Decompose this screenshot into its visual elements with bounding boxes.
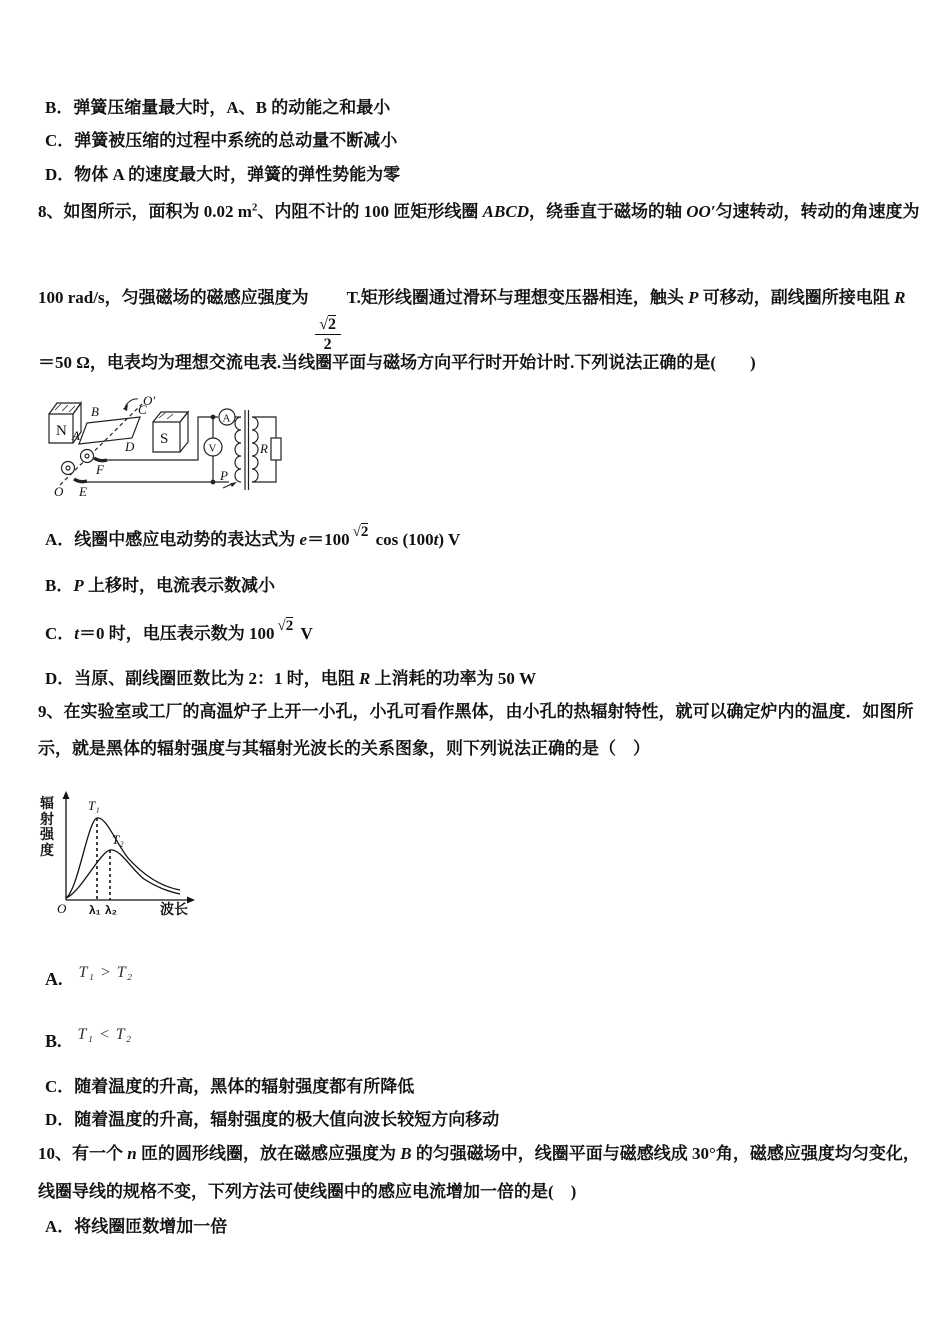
formula-t1-gt-t2: T₁ > T₂ (78, 964, 134, 981)
text-run: 上移时，电流表示数减小 (83, 576, 275, 595)
q8-stem-line-2 (38, 287, 905, 353)
formula-t1-lt-t2: T₁ < T₂ (77, 1026, 133, 1043)
var-r: R (359, 669, 371, 688)
tap-arrowhead (230, 482, 237, 487)
curve-t1-label: T₁ (88, 798, 100, 813)
text-run: T.矩形线圈通过滑环与理想变压器相连，触头 (346, 288, 689, 307)
rotation-arrowhead (123, 404, 128, 411)
text-run: 可移动，副线圈所接电阻 (698, 288, 895, 307)
curve-t2-label: T₂ (112, 832, 124, 847)
label-r: R (260, 441, 268, 456)
magnet-s-hatch (159, 413, 173, 419)
fraction-numerator (319, 316, 336, 334)
label-p: P (220, 468, 228, 483)
curve-t2 (66, 850, 180, 898)
text-run: ，绕垂直于磁场的轴 (528, 202, 687, 221)
sqrt2-superscript (278, 619, 294, 634)
lambda2-tick-label: λ₂ (105, 903, 118, 917)
slip-ring-f (81, 450, 94, 463)
fraction-denominator: 2 (315, 334, 341, 354)
var-t: t (74, 624, 80, 643)
text-run: B． (45, 576, 74, 595)
blackbody-graph-figure (38, 788, 258, 928)
radicand: 2 (360, 524, 369, 540)
fraction-sqrt2-over-2 (315, 316, 341, 353)
text-run: ＝0 时，电压表示数为 100 (79, 624, 275, 643)
label-d: D (125, 439, 135, 454)
curve-t1 (66, 818, 180, 898)
magnet-s-side (180, 412, 188, 452)
junction-dot-bottom (211, 480, 215, 484)
q7-option-d: D．物体 A 的速度最大时，弹簧的弹性势能为零 (45, 165, 401, 184)
option-letter: B. (45, 1031, 62, 1051)
graph-origin-label: O (57, 901, 67, 916)
label-b: B (91, 404, 99, 419)
text-run: 匝的圆形线圈，放在磁感应强度为 (136, 1144, 401, 1163)
label-e: E (79, 484, 87, 499)
transformer-secondary-coil (252, 417, 258, 482)
magnet-n-hatch (55, 404, 75, 412)
graph-x-axis-label: 波长 (160, 901, 188, 917)
wire-secondary-top (252, 417, 276, 438)
var-p: P (73, 576, 84, 595)
text-run: 、内阻不计的 100 匝矩形线圈 (257, 202, 483, 221)
text-run: ) V (438, 530, 461, 549)
circuit-figure (30, 390, 330, 512)
text-run: ＝100 (307, 530, 350, 549)
q10-stem-line-2: 线圈导线的规格不变，下列方法可使线圈中的感应电流增加一倍的是( ) (38, 1182, 577, 1201)
label-f: F (96, 462, 104, 477)
magnet-s-top (153, 412, 188, 422)
slip-ring-e (62, 462, 75, 475)
option-letter: A. (45, 969, 63, 989)
radical-sign: √ (352, 524, 361, 540)
q10-option-a: A．将线圈匝数增加一倍 (45, 1217, 228, 1236)
var-e: e (299, 530, 308, 549)
q8-option-c (45, 618, 313, 645)
text-run: 匀速转动，转动的角速度为 (715, 202, 920, 221)
label-a-corner: A (72, 428, 80, 443)
ammeter-letter: A (222, 412, 231, 425)
blackbody-graph (38, 788, 258, 928)
label-s: S (160, 431, 169, 447)
radicand: 2 (327, 316, 336, 333)
text-run: V (296, 624, 313, 643)
radical-sign: √ (319, 316, 328, 333)
q9-option-c: C．随着温度的升高，黑体的辐射强度都有所降低 (45, 1077, 415, 1096)
q8-stem-line-1 (38, 201, 920, 223)
label-o-prime: O′ (143, 393, 156, 408)
var-b: B (400, 1144, 412, 1163)
text-run: C． (45, 624, 75, 643)
q10-stem-line-1 (38, 1143, 920, 1165)
lambda1-tick-label: λ₁ (89, 903, 101, 917)
q7-option-b: B．弹簧压缩量最大时，A、B 的动能之和最小 (45, 98, 391, 117)
radical-sign: √ (277, 618, 286, 634)
resistor-r (271, 438, 281, 460)
q7-option-c: C．弹簧被压缩的过程中系统的总动量不断减小 (45, 131, 398, 150)
var-p: P (688, 288, 699, 307)
brush-e (74, 479, 87, 482)
text-run: 的匀强磁场中，线圈平面与磁感线成 30°角，磁感应强度均匀变化， (411, 1144, 920, 1163)
var-r: R (894, 288, 906, 307)
text-run: A．线圈中感应电动势的表达式为 (45, 530, 300, 549)
q9-option-d: D．随着温度的升高，辐射强度的极大值向波长较短方向移动 (45, 1110, 500, 1129)
graph-y-axis-label: 辐射强度 (40, 795, 54, 859)
q9-stem-line-1: 9、在实验室或工厂的高温炉子上开一小孔，小孔可看作黑体，由小孔的热辐射特性，就可以确定炉内的温度．如图所 (38, 702, 914, 721)
y-axis-arrowhead (63, 791, 70, 799)
text-run: 8、如图所示，面积为 0.02 m (38, 202, 252, 221)
transformer-primary-coil (235, 417, 241, 482)
circuit-diagram (30, 390, 330, 512)
text-run: 100 rad/s，匀强磁场的磁感应强度为 (38, 288, 309, 307)
label-c: C (138, 402, 147, 417)
sqrt2-superscript (353, 525, 369, 540)
var-n: n (127, 1144, 137, 1163)
var-oo-prime: OO′ (686, 202, 716, 221)
brush-f (94, 458, 107, 461)
text-run: D．当原、副线圈匝数比为 2：1 时，电阻 (45, 669, 360, 688)
q8-option-a (45, 524, 461, 551)
q8-stem-line-3: ＝50 Ω，电表均为理想交流电表.当线圈平面与磁场方向平行时开始计时.下列说法正确的是( ) (38, 353, 756, 372)
q9-option-a (45, 964, 134, 992)
var-abcd: ABCD (482, 202, 529, 221)
text-run: cos (100 (371, 530, 434, 549)
x-axis-arrowhead (187, 897, 195, 904)
q9-stem-line-2: 示，就是黑体的辐射强度与其辐射光波长的关系图象，则下列说法正确的是（ ） (38, 739, 650, 758)
q8-option-d (45, 668, 536, 690)
voltmeter-letter: V (208, 442, 217, 455)
label-o: O (54, 484, 64, 499)
label-n: N (56, 423, 67, 439)
var-t: t (433, 530, 439, 549)
superscript-2: 2 (251, 201, 258, 214)
junction-dot-top (211, 415, 215, 419)
radicand: 2 (285, 618, 294, 634)
q9-option-b (45, 1026, 133, 1054)
q8-option-b (45, 575, 275, 597)
text-run: 10、有一个 (38, 1144, 128, 1163)
text-run: 上消耗的功率为 50 W (370, 669, 537, 688)
